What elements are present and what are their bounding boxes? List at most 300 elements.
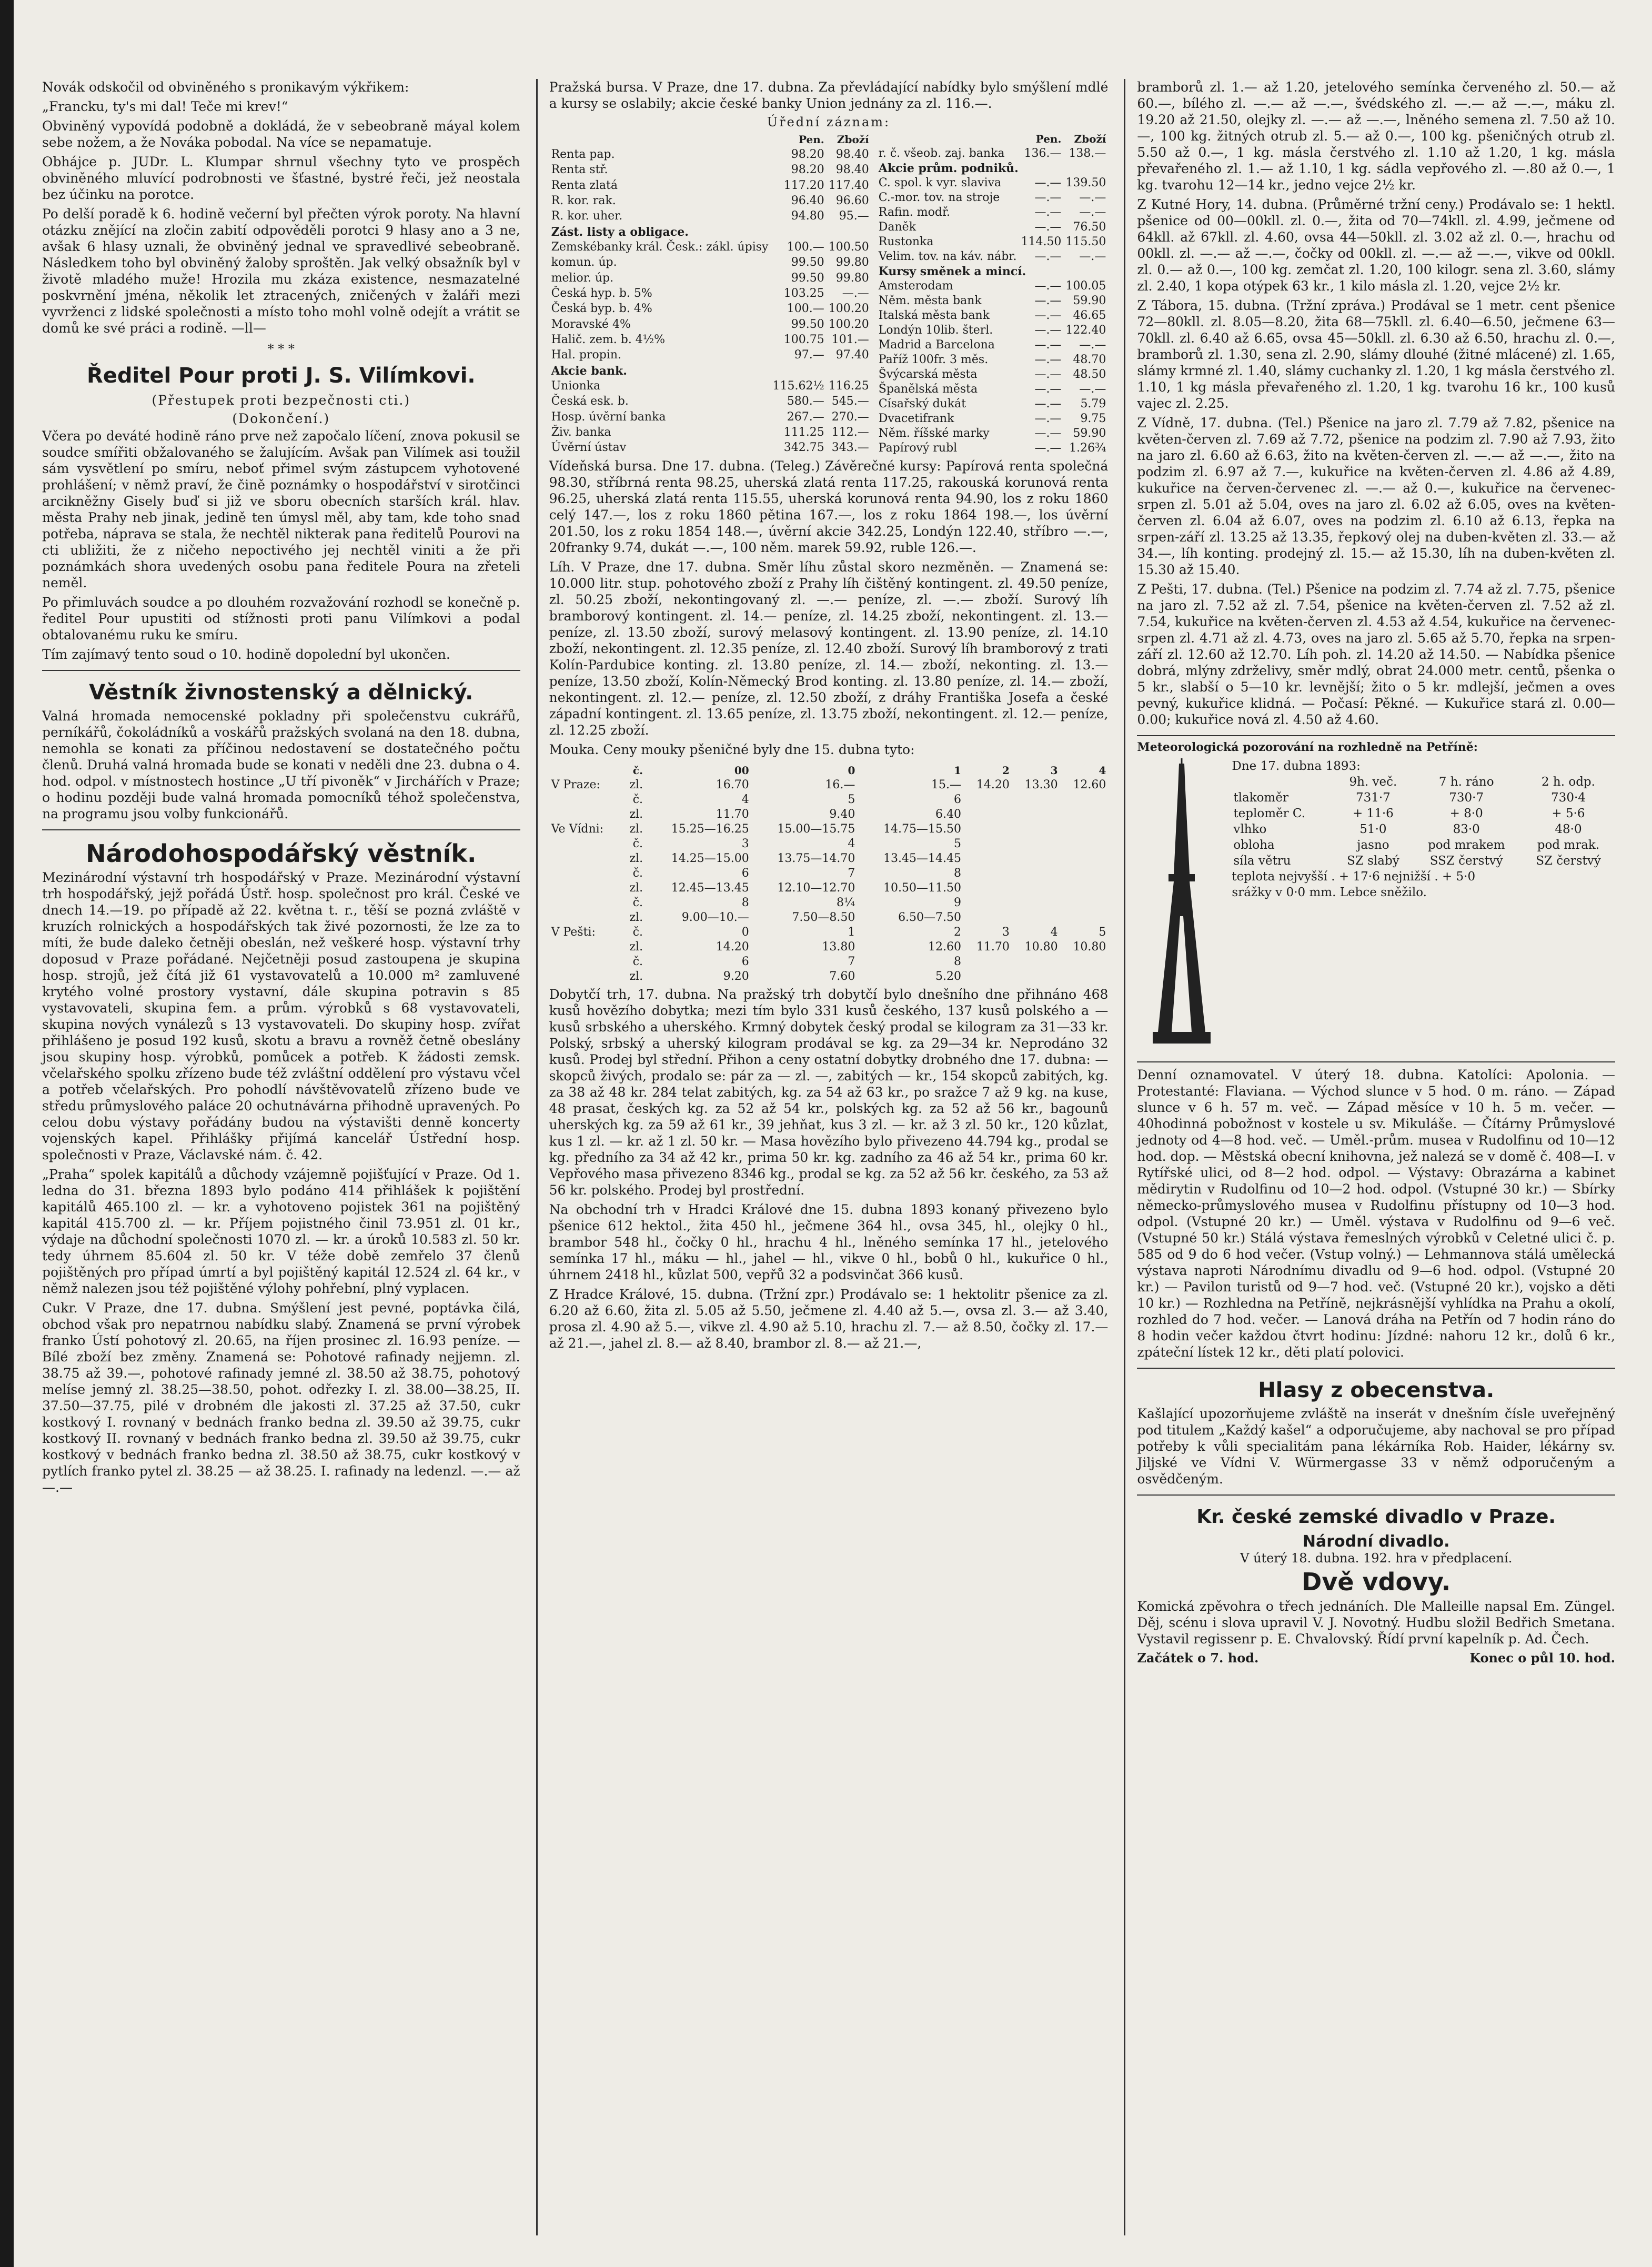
- table-cell: Úvěrní ústav: [551, 441, 627, 455]
- table-cell: 100.—: [787, 302, 824, 316]
- table-cell: [1060, 896, 1109, 910]
- divider: [1137, 1368, 1615, 1369]
- article-text: Líh. V Praze, dne 17. dubna. Směr líhu zůstal skoro nezměněn. — Znamená se: 10.000 litr. stup. pohotového zboží z Prahy líh čištěný kontingent. zl. 49.50 peníze, zl. 50.25 zboží, nekontingovaný zl. —.— peníze, zl. —.— zboží. Surový líh bramborový kontingent. zl. 14.— peníze, zl. 14.25 zboží, nekontingent. zl. 13.— peníze, zl. 13.50 zboží, surový melasový kontingent. zl. 13.90 peníze, zl. 14.10 zboží, nekontingent. zl. 12.35 peníze, zl. 12.40 zboží. Surový líh bramborový z trati Kolín-Pardubice konting. zl. 13.80 peníze, zl. 14.— zboží, nekonting. zl. 13.— peníze, 13.50 zboží, Kolín-Německý Brod konting. zl. 13.80 peníze, zl. 14.— zboží, nekontingent. zl. 12.— peníze, zl. 12.50 zboží, z dráhy Františka Josefa a české západní kontingent. zl. 13.65 peníze, zl. 13.75 zboží, nekontingent. zl. 12.— peníze, zl. 12.25 zboží.: [549, 559, 1109, 738]
- article-text: Obviněný vypovídá podobně a dokládá, že v sebeobraně máyal kolem sebe nožem, a že Nováka pobodal. Na více se nepamatuje.: [42, 118, 520, 150]
- table-row: [877, 367, 1109, 382]
- table-row: [877, 146, 1109, 161]
- divider: [42, 670, 520, 671]
- table-cell: Renta zlatá: [551, 178, 618, 192]
- table-cell: [963, 969, 1012, 984]
- table-row: [877, 279, 1109, 294]
- table-cell: Rustonka: [878, 235, 934, 248]
- table-cell: 12.45—13.45: [671, 881, 749, 895]
- article-text: Na obchodní trh v Hradci Králové dne 15. dubna 1893 konaný přivezeno bylo pšenice 612 hektol., žita 450 hl., ječmene 364 hl., ovsa 345, hl., olejky 0 hl., brambor 548 hl., čočky 0 hl., hrachu 4 hl., lněného semínka 17 hl., jetelového semínka 17 hl., máku — hl., jahel — hl., vikve 0 hl., bobů 0 hl., kukuřice 0 hl., úhrnem 2418 hl., kůzlat 500, vepřů 32 a podsvinčat 366 kusů.: [549, 1202, 1109, 1282]
- table-cell: 1.26¾: [1069, 442, 1106, 455]
- table-header-cell: 0: [848, 764, 855, 777]
- table-cell: 8: [954, 955, 962, 968]
- table-row: [877, 161, 1109, 176]
- table-cell: zl.: [629, 852, 643, 865]
- table-row: [549, 255, 871, 270]
- table-cell: [963, 807, 1012, 822]
- table-cell: 111.25: [783, 425, 824, 439]
- city-label: [549, 881, 622, 896]
- table-cell: 100.50: [828, 240, 869, 254]
- table-cell: Něm. říšské marky: [878, 427, 990, 440]
- table-cell: 8¼: [837, 896, 855, 909]
- table-cell: 13.75—14.70: [777, 852, 855, 865]
- table-cell: č.: [632, 955, 643, 968]
- table-cell: 7.50—8.50: [792, 911, 855, 924]
- table-cell: Česká hyp. b. 5%: [551, 286, 652, 300]
- table-row: [549, 851, 1109, 866]
- table-row: [549, 332, 871, 347]
- table-row: [549, 969, 1109, 984]
- table-cell: zl.: [629, 970, 643, 983]
- article-text: Z Tábora, 15. dubna. (Tržní zpráva.) Prodával se 1 metr. cent pšenice 72—80kll. zl. 8.05—8.20, žita 68—75kll. zl. 6.40—6.50, ječmene 63—70kll. zl. 6.40 až 6.65, ovsa 45—50kll. zl. 6.30 až 6.50, hrachu zl. 0.—, bramborů zl. 1.30, sena zl. 2.90, slámy dlouhé (žitné mlácené) zl. 1.65, slámy krmné zl. 1.40, slámy cuchanky zl. 1.20, 1 kg másla čerstvého zl. 1.10, 1 kg másla převařeného zl. 1.20, 1 kg. tvarohu 16 kr., 100 kusů vajec zl. 2.25.: [1137, 298, 1616, 411]
- table-cell: 5.79: [1080, 397, 1106, 410]
- table-row: [1232, 790, 1615, 806]
- table-cell: [963, 793, 1012, 807]
- table-cell: Dvacetifrank: [878, 412, 954, 425]
- table-cell: [963, 881, 1012, 896]
- table-row: [877, 323, 1109, 338]
- weather-extra: teplota nejvyšší . + 17·6 nejnižší . + 5·0: [1232, 870, 1476, 884]
- table-cell: 9.75: [1080, 412, 1106, 425]
- column-3: [1124, 79, 1615, 2235]
- table-cell: Moravské 4%: [551, 317, 631, 331]
- table-header-cell: [549, 763, 622, 778]
- theatre-heading: Kr. české zemské divadlo v Praze.: [1196, 1506, 1556, 1528]
- city-label: [549, 955, 622, 969]
- table-row: [877, 353, 1109, 367]
- table-cell: [1012, 955, 1060, 969]
- table-cell: Hosp. úvěrní banka: [551, 410, 666, 424]
- table-cell: zl.: [629, 911, 643, 924]
- table-row: [549, 940, 1109, 955]
- table-row: [549, 178, 871, 193]
- table-header-cell: 4: [1099, 764, 1106, 777]
- city-label: V Pešti:: [551, 926, 596, 939]
- table-cell: 14.20: [976, 778, 1010, 791]
- table-cell: Akcie bank.: [551, 364, 627, 378]
- article-subheading: (Dokončení.): [232, 411, 330, 426]
- city-label: [549, 969, 622, 984]
- table-cell: —.—: [1034, 191, 1062, 204]
- table-cell: 12.10—12.70: [777, 881, 855, 895]
- table-cell: [1012, 837, 1060, 851]
- table-cell: Renta stř.: [551, 163, 608, 177]
- article-text: bramborů zl. 1.— až 1.20, jetelového semínka červeného zl. 50.— až 60.—, bílého zl. —.— až —.—, švédského zl. —.— až —.—, máku zl. 19.20 až 21.50, olejky zl. —.— až —.—, lněného semena zl. 7.50 až 10.—, 100 kg. žitných otrub zl. 5.— až 0.—, 100 kg. pšeničných otrub zl. 5.50 až 0.—, 1 kg. másla čerstvého zl. 1.10 až 1.20, 1 kg. másla převařeného zl. 1.— až 1.10, 1 kg. sádla vepřového zl. —.80 až 0.—, 1 kg. tvarohu 12—14 kr., jedno vejce 2½ kr.: [1137, 79, 1616, 193]
- table-row: [549, 822, 1109, 837]
- table-cell: —.—: [1079, 191, 1106, 204]
- divider: [42, 829, 520, 830]
- table-header-cell: 1: [954, 764, 962, 777]
- theatre-end: Konec o půl 10. hod.: [1469, 1650, 1616, 1666]
- table-cell: SZ čerstvý: [1536, 854, 1601, 868]
- table-cell: síla větru: [1233, 854, 1291, 868]
- table-header-row: [549, 132, 871, 147]
- table-cell: 4: [848, 837, 855, 850]
- table-cell: [1060, 822, 1109, 837]
- table-cell: zl.: [629, 808, 643, 821]
- table-cell: [1012, 881, 1060, 896]
- table-cell: 48.70: [1073, 353, 1106, 366]
- table-row: [549, 955, 1109, 969]
- table-cell: 7.60: [829, 970, 855, 983]
- table-cell: R. kor. rak.: [551, 194, 616, 207]
- city-label: [549, 851, 622, 866]
- table-cell: [1012, 969, 1060, 984]
- table-cell: —.—: [1034, 309, 1062, 322]
- table-cell: 10.50—11.50: [883, 881, 962, 895]
- table-cell: Londýn 10lib. šterl.: [878, 324, 993, 337]
- table-cell: 15.25—16.25: [671, 822, 749, 836]
- article-text: Po přimluvách soudce a po dlouhém rozvažování rozhodl se konečně p. ředitel Pour upustiti od stížnosti proti panu Vilímkovi a podal obtalovanému ruku ke smíru.: [42, 595, 520, 643]
- table-cell: —.—: [1079, 338, 1106, 352]
- section-separator: * * *: [267, 342, 295, 356]
- theatre-date-line: V úterý 18. dubna. 192. hra v předplacení.: [1240, 1551, 1513, 1566]
- table-cell: [1060, 837, 1109, 851]
- article-subheading: (Přestupek proti bezpečnosti cti.): [152, 393, 411, 408]
- table-cell: 100.20: [828, 317, 869, 331]
- table-row: [549, 286, 871, 301]
- table-cell: —.—: [1034, 324, 1062, 337]
- table-cell: Hal. propin.: [551, 348, 622, 362]
- theatre-begin: Začátek o 7. hod.: [1137, 1650, 1259, 1666]
- table-cell: tlakoměr: [1233, 791, 1288, 805]
- table-cell: obloha: [1233, 838, 1275, 852]
- table-row: [877, 205, 1109, 220]
- table-cell: 1: [848, 926, 855, 939]
- table-cell: 12.60: [1073, 778, 1106, 791]
- column-1: [42, 79, 520, 2235]
- table-row: [549, 910, 1109, 925]
- table-cell: —.—: [1079, 383, 1106, 396]
- table-cell: Něm. města bank: [878, 294, 982, 307]
- table-cell: [1012, 822, 1060, 837]
- table-cell: —.—: [1034, 294, 1062, 307]
- table-cell: Rafin. modř.: [878, 206, 951, 219]
- table-cell: 100.20: [828, 302, 869, 316]
- table-cell: 9.20: [723, 970, 749, 983]
- city-label: [549, 807, 622, 822]
- table-cell: 4: [1050, 926, 1058, 939]
- table-cell: vlhko: [1233, 822, 1267, 836]
- table-cell: 138.—: [1069, 147, 1106, 160]
- table-cell: č.: [632, 793, 643, 806]
- table-header-cell: 3: [1050, 764, 1058, 777]
- table-cell: —.—: [1034, 368, 1062, 381]
- table-cell: Císařský dukát: [878, 397, 966, 410]
- table-cell: 4: [741, 793, 749, 806]
- table-cell: —.—: [1034, 250, 1062, 263]
- section-heading: Národohospodářský věstník.: [86, 839, 477, 868]
- table-cell: 98.20: [791, 163, 824, 177]
- table-cell: 115.50: [1065, 235, 1106, 248]
- table-cell: —.—: [1034, 220, 1062, 234]
- table-cell: 15.—: [931, 778, 962, 791]
- weather-extra: srážky v 0·0 mm. Lebce sněžilo.: [1232, 886, 1427, 899]
- article-text: Denní oznamovatel. V úterý 18. dubna. Katolíci: Apolonia. — Protestanté: Flaviana. — Východ slunce v 5 hod. 0 m. ráno. — Západ slunce v 6 h. 57 m. več. — Západ měsíce v 10 h. 5 m. večer. — 40hodinná pobožnost v kostele u sv. Mikuláše. — Čítárny Průmyslové jednoty od 4—8 hod. več. — Uměl.-prům. musea v Rudolfinu od 10—12 hod. dop. — Městská obecní knihovna, jež nalezá se v domě č. 408—I. v Rytířské ulici, od 8—2 hod. odpol. — Výstavy: Obrazárna a kabinet mědirytin v Rudolfinu od 10—2 hod. odpol. (Vstupné 30 kr.) — Sbírky německo-průmyslového musea v Rudolfinu přístupny od 10—3 hod. odpol. (Vstupné 20 kr.) — Uměl. výstava v Rudolfinu od 9—6 več. (Vstupné 50 kr.) Stálá výstava řemeslných výrobků v Celetné ulici č. p. 585 od 9 do 6 hod večer. (Vstup volný.) — Lehmannova stálá umělecká výstava naproti Národnímu divadlu od 9—6 hod. odpol. (Vstupné 20 kr.) — Pavilon turistů od 9—7 hod. več. (Vstupné 20 kr.), vojsko a děti 10 kr.) — Rozhledna na Petříně, nejkrásnější vyhlídka na Prahu a okolí, rozhled do 7 hod. večer. — Lanová dráha na Petřín od 7 hodin ráno do 8 hodin večer každou čtvrt hodinu: Jízdné: nahoru 12 kr., dolů 6 kr., zpáteční lístek 12 kr., děti platí polovici.: [1137, 1067, 1616, 1360]
- article-text: „Praha“ spolek kapitálů a důchody vzájemně pojišťující v Praze. Od 1. ledna do 31. března 1893 bylo podáno 414 přihlášek k pojištění kapitálů 465.100 zl. — kr. a vyhotoveno pojistek 361 na pojištěný kapitál 415.700 zl. — kr. Příjem pojistného činil 73.951 zl. 01 kr., výdaje na důchodní společnosti 1070 zl. — kr. a úroků 10.583 zl. 50 kr. tedy úhrnem 85.604 zl. 50 kr. V téže době zemřelo 37 členů pojištěných pro případ úmrtí a byl pojištěný kapitál 12.524 zl. 64 kr., v němž nalezen jsou též pojištěné výlohy pohřební, plný vyplacen.: [42, 1167, 520, 1296]
- table-cell: 101.—: [831, 333, 869, 346]
- table-cell: 5.20: [935, 970, 962, 983]
- table-cell: 10.80: [1024, 940, 1058, 954]
- table-cell: 8: [741, 896, 749, 909]
- city-label: [549, 866, 622, 881]
- table-cell: teploměr C.: [1233, 807, 1306, 820]
- table-row: [877, 441, 1109, 456]
- weather-block: [1137, 758, 1615, 1053]
- article-text: Z Vídně, 17. dubna. (Tel.) Pšenice na jaro zl. 7.79 až 7.82, pšenice na květen-červen zl. 7.69 až 7.72, pšenice na podzim zl. 7.90 až 7.93, žito na jaro zl. 6.60 až 6.63, žito na květen-červen zl. —.— až —.—, žito na podzim zl. 6.97 až 7.—, kukuřice na květen-červen zl. 4.86 až 4.89, kukuřice na červen-červenec zl. —.— až 0.—, kukuřice na červenec-srpen zl. 5.01 až 5.04, oves na jaro zl. 6.02 až 6.05, oves na květen-červen zl. 6.04 až 6.07, oves na podzim zl. 6.10 až 6.13, řepka na srpen-září zl. 13.25 až 13.35, řepkový olej na duben-květen zl. 33.— až 34.—, líh konting. prodejný zl. 15.— až 15.30, líh na duben-květen zl. 15.30 až 15.40.: [1137, 415, 1616, 577]
- table-cell: 730·4: [1551, 791, 1586, 805]
- article-headline: Ředitel Pour proti J. S. Vilímkovi.: [86, 364, 476, 388]
- theatre-times: [1137, 1650, 1615, 1666]
- table-cell: 115.62½: [772, 379, 824, 393]
- table-row: [1232, 821, 1615, 837]
- article-text: Obhájce p. JUDr. L. Klumpar shrnul všechny tyto ve prospěch obviněného mluvící podrobnosti ve šťastné, bystré řeči, jež neostala bez účinku na porotce.: [42, 154, 520, 202]
- table-cell: Paříž 100fr. 3 měs.: [878, 353, 989, 366]
- table-row: [877, 412, 1109, 426]
- table-cell: Papírový rubl: [878, 442, 958, 455]
- table-cell: [1060, 881, 1109, 896]
- table-cell: 14.20: [716, 940, 749, 954]
- table-header-cell: č.: [632, 764, 643, 777]
- table-row: [549, 807, 1109, 822]
- divider: [1137, 735, 1615, 736]
- weather-table: [1232, 774, 1615, 869]
- table-cell: Švýcarská města: [878, 368, 978, 381]
- article-text: Pražská bursa. V Praze, dne 17. dubna. Za převládající nabídky bylo smýšlení mdlé a kursy se oslabily; akcie české banky Union jednány za zl. 116.—.: [549, 79, 1109, 111]
- table-row: [549, 394, 871, 409]
- table-cell: 114.50: [1021, 235, 1062, 248]
- article-text: Mezinárodní výstavní trh hospodářský v Praze. Mezinárodní výstavní trh hospodářský, jejž pořádá Ústř. hosp. společnost pro král. České ve dnech 14.—19. po případě až 22. května t. r., těší se pozná zvláště v kruzích rolnických a hospodářských tak živé pozornosti, že lze za to míti, že bude daleko četněji obeslán, než veškeré hosp. výstavní trhy doposud v Praze pořádané. Nejčetněji posud zastoupena je skupina hosp. strojů, jež čítá již 61 vystavovatelů a 10.000 m² zamluvené krytého volné prostory vystavní, dále skupina potravin s 85 vystavovateli, skupina fem. a prům. výrobků s 68 vystavovateli, skupina nových vynálezů s 13 vystavovateli. Do skupiny hosp. zvířat přihlášeno je posud 192 kusů, skotu a bravu a rovněž četně obeslány jsou skupiny hosp. výrobků, pomůcek a potřeb. K žádosti zemsk. včelařského spolku zřízeno bude též zvláštní oddělení pro výstavu včel a potřeb včelařských. Pro pohodlí návštěvovatelů zřízeno bude ve středu průmyslového paláce 20 ochutnávárna přihodně upravených. Po celou dobu výstavy pořádány budou na výstavišti denně koncerty vojenských kapel. Přihlášky přijímá kancelář Ústřední hosp. společnosti v Praze, Václavské nám. č. 42.: [42, 870, 520, 1162]
- table-cell: 13.45—14.45: [883, 852, 962, 865]
- article-text: Cukr. V Praze, dne 17. dubna. Smýšlení jest pevné, poptávka čilá, obchod však pro nepatrnou nabídku slabý. Znamená se první výrobek franko Ústí pohotový zl. 20.65, na říjen prosinec zl. 16.93 peníze. — Bílé zboží bez změny. Znamená se: Pohotové rafinady nejjemn. zl. 38.75 až 39.—, pohotové rafinady jemné zl. 38.50 až 38.75, pohotový melíse jemný zl. 38.25—38.50, pohot. odřezky I. zl. 38.00—38.25, II. 37.50—37.75, pilé v drobném dle jakosti zl. 37.25 až 37.50, cukr kostkový I. rovnaný v bednách franko bedna zl. 39.50 až 39.75, cukr kostkový II. rovnaný v bednách franko bedna zl. 39.50 až 39.75, cukr kostkový v bednách franko bedna zl. 38.50 až 38.75, cukr kostkový v pytlích franko pytel zl. 38.25 — až 38.25. I. rafinady na ledenzl. —.— až —.—: [42, 1300, 520, 1495]
- table-cell: 3: [1002, 926, 1010, 939]
- table-cell: 342.75: [783, 441, 824, 455]
- article-text: Z Pešti, 17. dubna. (Tel.) Pšenice na podzim zl. 7.74 až zl. 7.75, pšenice na jaro zl. 7.52 až zl. 7.54, pšenice na květen-červen zl. 7.52 až zl. 7.54, kukuřice na květen-červen zl. 4.53 až 4.54, kukuřice na červenec-srpen zl. 4.71 až zl. 4.73, oves na jaro zl. 5.65 až 5.70, řepka na srpen-září zl. 12.60 až 12.70. Líh poh. zl. 14.20 až 14.50. — Nabídka pšenice dobrá, mlýny zdrželivy, směr mdlý, obrat 24.000 metr. centů, pšenka o 5 kr., slabší o 5—10 kr. levnější; žito o 5 kr. mdlejší, ječmen a oves pevný, kukuřice klidná. — Počasí: Pěkné. — Kukuřice stará zl. 0.00—0.00; kukuřice nová zl. 4.50 až 4.60.: [1137, 581, 1616, 727]
- table-cell: 98.40: [835, 147, 869, 161]
- table-cell: Česká byp. b. 4%: [551, 302, 652, 316]
- table-cell: 99.80: [835, 256, 869, 269]
- table-cell: Italská města bank: [878, 309, 990, 322]
- table-header-cell: [1232, 774, 1335, 790]
- table-cell: Velim. tov. na káv. nábr.: [878, 250, 1017, 263]
- table-row: [1232, 853, 1615, 869]
- article-text: Z Hradce Králové, 15. dubna. (Tržní zpr.) Prodávalo se: 1 hektolitr pšenice za zl. 6.20 až 6.60, žita zl. 5.05 až 5.50, ječmene zl. 4.40 až 5.—, ovsa zl. 3.— až 3.40, prosa zl. 4.90 až 5.—, vikve zl. 4.90 až 5.10, hrachu zl. 7.— až 8.50, čočky zl. 17.— až 21.—, jahel zl. 8.— až 8.40, brambor zl. 8.— až 21.—,: [549, 1287, 1109, 1351]
- table-cell: Renta pap.: [551, 147, 615, 161]
- table-cell: 6: [741, 867, 749, 880]
- table-cell: zl.: [629, 940, 643, 954]
- table-cell: —.—: [1034, 397, 1062, 410]
- table-row: [877, 190, 1109, 205]
- table-cell: SSZ čerstvý: [1429, 854, 1503, 868]
- table-cell: 136.—: [1024, 147, 1062, 160]
- city-label: [549, 793, 622, 807]
- table-cell: 99.50: [791, 317, 824, 331]
- table-cell: [1060, 969, 1109, 984]
- table-cell: —.—: [1034, 206, 1062, 219]
- table-row: [877, 235, 1109, 249]
- table-row: [549, 348, 871, 363]
- table-cell: Česká esk. b.: [551, 395, 629, 408]
- city-label: V Praze:: [551, 778, 600, 791]
- table-row: [877, 220, 1109, 235]
- article-text: Z Kutné Hory, 14. dubna. (Průměrné tržní ceny.) Prodávalo se: 1 hektl. pšenice od 00—00kll. zl. 0.—, žita od 70—74kll. zl. 4.99, ječmene od 64kll. až 67kll. zl. 4.60, ovsa 44—50kll. zl. 3.02 až zl. 0.—, hrachu od 00kll. zl. —.— až —.—, čočky od 00kll. zl. —.— až —.—, vikve od 00kll. zl. 0.— až 0.—, 100 kg. zemčat zl. 1.20, 100 kilogr. sena zl. 3.60, slámy zl. 2.40, 1 kopa otýpek 63 kr., 1 kilo másla zl. 1.20, vejce 2½ kr.: [1137, 197, 1616, 294]
- table-cell: 48.50: [1073, 368, 1106, 381]
- section-heading: Věstník živnostenský a dělnický.: [89, 680, 474, 705]
- table-cell: —.—: [1034, 353, 1062, 366]
- table-cell: [963, 866, 1012, 881]
- table-cell: pod mrakem: [1427, 838, 1505, 852]
- table-cell: 5: [1099, 926, 1106, 939]
- table-row: [549, 270, 871, 286]
- table-cell: 76.50: [1073, 220, 1106, 234]
- table-cell: 14.75—15.50: [883, 822, 962, 836]
- table-cell: 94.80: [791, 209, 824, 223]
- table-cell: 139.50: [1065, 176, 1106, 189]
- table-cell: komun. úp.: [551, 256, 617, 269]
- table-row: [549, 209, 871, 224]
- table-cell: R. kor. uher.: [551, 209, 623, 223]
- table-cell: 100.75: [783, 333, 824, 346]
- table-cell: 6.40: [935, 808, 962, 821]
- table-cell: 103.25: [783, 286, 824, 300]
- table-cell: 99.50: [791, 271, 824, 285]
- table-cell: C. spol. k vyr. slaviva: [878, 176, 1002, 189]
- article-text: Valná hromada nemocenské pokladny při společenstvu cukrářů, perníkářů, čokoládníků a voskářů pražských svolaná na den 18. dubna, nemohla se konati za příčinou nedostavení se dostatečného počtu členů. Druhá valná hromada bude se konati v neděli dne 23. dubna o 4. hod. odpol. v místnostech hostince „U tří pivoněk“ v Jirchářích v Praze; o hodinu později bude valná hromada pomocníků téhož společenstva, na programu jsou volby funkcionářů.: [42, 708, 520, 821]
- article-text: Vídeňská bursa. Dne 17. dubna. (Teleg.) Závěrečné kursy: Papírová renta společná 98.30, stříbrná renta 98.25, uherská zlatá renta 117.25, rakouská korunová renta 96.25, uherská zlatá renta 115.55, uherská korunová renta 94.90, los z roku 1860 celý 147.—, los z roku 1860 pětina 167.—, los z roku 1864 198.—, los úvěrní 201.50, los z roku 1854 148.—, úvěrní akcie 342.25, Londýn 122.40, stříbro —.—, 20franky 9.74, dukát —.—, 100 něm. marek 59.92, ruble 126.—.: [549, 458, 1109, 555]
- table-row: [549, 239, 871, 255]
- table-row: [549, 302, 871, 317]
- table-cell: [1060, 955, 1109, 969]
- table-cell: 98.20: [791, 147, 824, 161]
- table-cell: 48·0: [1555, 822, 1582, 836]
- column-2: [536, 79, 1109, 2235]
- table-cell: 16.—: [825, 778, 855, 791]
- table-cell: [1012, 807, 1060, 822]
- table-cell: [963, 910, 1012, 925]
- city-label: [549, 910, 622, 925]
- table-row: [549, 317, 871, 332]
- table-cell: Halič. zem. b. 4½%: [551, 333, 666, 346]
- table-row: [549, 440, 871, 456]
- table-cell: 99.50: [791, 256, 824, 269]
- table-cell: 267.—: [787, 410, 824, 424]
- table-cell: č.: [632, 867, 643, 880]
- table-cell: 95.—: [839, 209, 869, 223]
- table-header-cell: Zboží: [837, 133, 869, 146]
- table-cell: [1060, 866, 1109, 881]
- table-header-row: [549, 763, 1109, 778]
- table-cell: 97.40: [835, 348, 869, 362]
- table-cell: 100.05: [1065, 279, 1106, 293]
- table-cell: 83·0: [1453, 822, 1480, 836]
- table-cell: 11.70: [976, 940, 1010, 954]
- city-label: Ve Vídni:: [551, 822, 604, 836]
- article-text: Dobytčí trh, 17. dubna. Na pražský trh dobytčí bylo dnešního dne přihnáno 468 kusů hovězího dobytka; mezi tím bylo 331 kusů českého, 137 kusů polského a — kusů srbského a uherského. Krmný dobytek český prodal se kilogram za 31—33 kr. Polský, srbský a uherský kilogram prodával se kg. za 29—34 kr. Neprodáno 32 kusů. Prodej byl střední. Přihon a ceny ostatní dobytky drobného dne 17. dubna: — skopců živých, prodalo se: pár za — zl. —, zabitých — kr., 154 skopců zabitých, kg. za 38 až 48 kr. 284 telat zabitých, kg. za 54 až 63 kr., po sražce 7 až 9 kg. na kuse, 48 prasat, českých kg. za 52 až 54 kr., polských kg. za 52 až 56 kr., bagounů uherských kg. za 59 až 61 kr., 39 jehňat, kus 3 zl. — kr. až 3 zl. 50 kr., 120 kůzlat, kus 1 zl. — kr. až 1 zl. 50 kr. — Masa hovězího bylo přivezeno 44.794 kg., prodal se kg. předního za 34 až 42 kr., prima 50 kr. kg. zadního za 46 až 54 kr., prima 60 kr. Vepřového masa přivezeno 8346 kg., prodal se kg. za 52 až 56 kr. českého, za 53 až 56 kr. polského. Prodej byl prostřední.: [549, 987, 1109, 1198]
- table-cell: 580.—: [787, 395, 824, 408]
- article-text: Tím zajímavý tento soud o 10. hodině dopolední byl ukončen.: [42, 647, 450, 662]
- table-row: [549, 925, 1109, 940]
- table-cell: + 5·6: [1552, 807, 1585, 820]
- table-row: [549, 409, 871, 425]
- table-cell: —.—: [1034, 279, 1062, 293]
- table-cell: Unionka: [551, 379, 601, 393]
- table-cell: Amsterodam: [878, 279, 953, 293]
- table-row: [549, 881, 1109, 896]
- table-cell: [963, 955, 1012, 969]
- table-cell: 117.40: [828, 178, 869, 192]
- article-text: Kašlající upozorňujeme zvláště na inserát v dnešním čísle uveřejněný pod titulem „Každý kašel“ a odporučujeme, aby nachoval se pro případ potřeby k vůli specialitám pana lékárníka Rob. Haider, lékárny sv. Jiljské ve Vídni V. Würmergasse 33 v němž odporučeným a osvědčeným.: [1137, 1406, 1616, 1487]
- table-row: [1232, 806, 1615, 821]
- table-row: [549, 163, 871, 178]
- table-cell: 7: [848, 867, 855, 880]
- table-header-row: [877, 132, 1109, 146]
- table-cell: 15.00—15.75: [777, 822, 855, 836]
- divider: [1137, 1494, 1615, 1496]
- table-cell: zl.: [629, 778, 643, 791]
- table-cell: Španělská města: [878, 383, 978, 396]
- table-cell: 2: [954, 926, 962, 939]
- table-cell: 100.—: [787, 240, 824, 254]
- table-row: [877, 264, 1109, 279]
- table-cell: —.—: [842, 286, 869, 300]
- table-cell: Daněk: [878, 220, 916, 234]
- table-cell: [963, 896, 1012, 910]
- table-cell: 6: [954, 793, 962, 806]
- table-cell: [1012, 793, 1060, 807]
- weather-date: Dne 17. dubna 1893:: [1232, 759, 1361, 773]
- table-cell: 98.40: [835, 163, 869, 177]
- table-cell: —.—: [1034, 412, 1062, 425]
- weather-table-wrap: [1232, 758, 1615, 900]
- table-cell: pod mrak.: [1537, 838, 1600, 852]
- table-cell: 545.—: [831, 395, 869, 408]
- table-cell: 96.60: [835, 194, 869, 207]
- table-cell: 112.—: [831, 425, 869, 439]
- table-cell: [1012, 910, 1060, 925]
- table-cell: —.—: [1034, 427, 1062, 440]
- table-cell: 3: [741, 837, 749, 850]
- table-cell: 117.20: [783, 178, 824, 192]
- table-cell: [1012, 851, 1060, 866]
- table-cell: č.: [632, 837, 643, 850]
- table-cell: —.—: [1034, 176, 1062, 189]
- table-cell: [1060, 851, 1109, 866]
- table-cell: [1012, 896, 1060, 910]
- flour-price-table: [549, 763, 1109, 984]
- table-row: [877, 426, 1109, 441]
- table-cell: [963, 837, 1012, 851]
- table-cell: 10.80: [1073, 940, 1106, 954]
- table-cell: 14.25—15.00: [671, 852, 749, 865]
- table-cell: SZ slabý: [1347, 854, 1399, 868]
- bourse-tables: [549, 129, 1109, 458]
- table-row: [549, 866, 1109, 881]
- table-row: [877, 397, 1109, 412]
- table-cell: 11.70: [716, 808, 749, 821]
- bourse-table-left: [549, 132, 871, 456]
- table-cell: 116.25: [828, 379, 869, 393]
- table-cell: 270.—: [831, 410, 869, 424]
- theatre-subheading: Národní divadlo.: [1302, 1532, 1450, 1551]
- table-cell: 46.65: [1073, 309, 1106, 322]
- table-cell: —.—: [1034, 442, 1062, 455]
- table-row: [877, 249, 1109, 264]
- table-cell: [1012, 866, 1060, 881]
